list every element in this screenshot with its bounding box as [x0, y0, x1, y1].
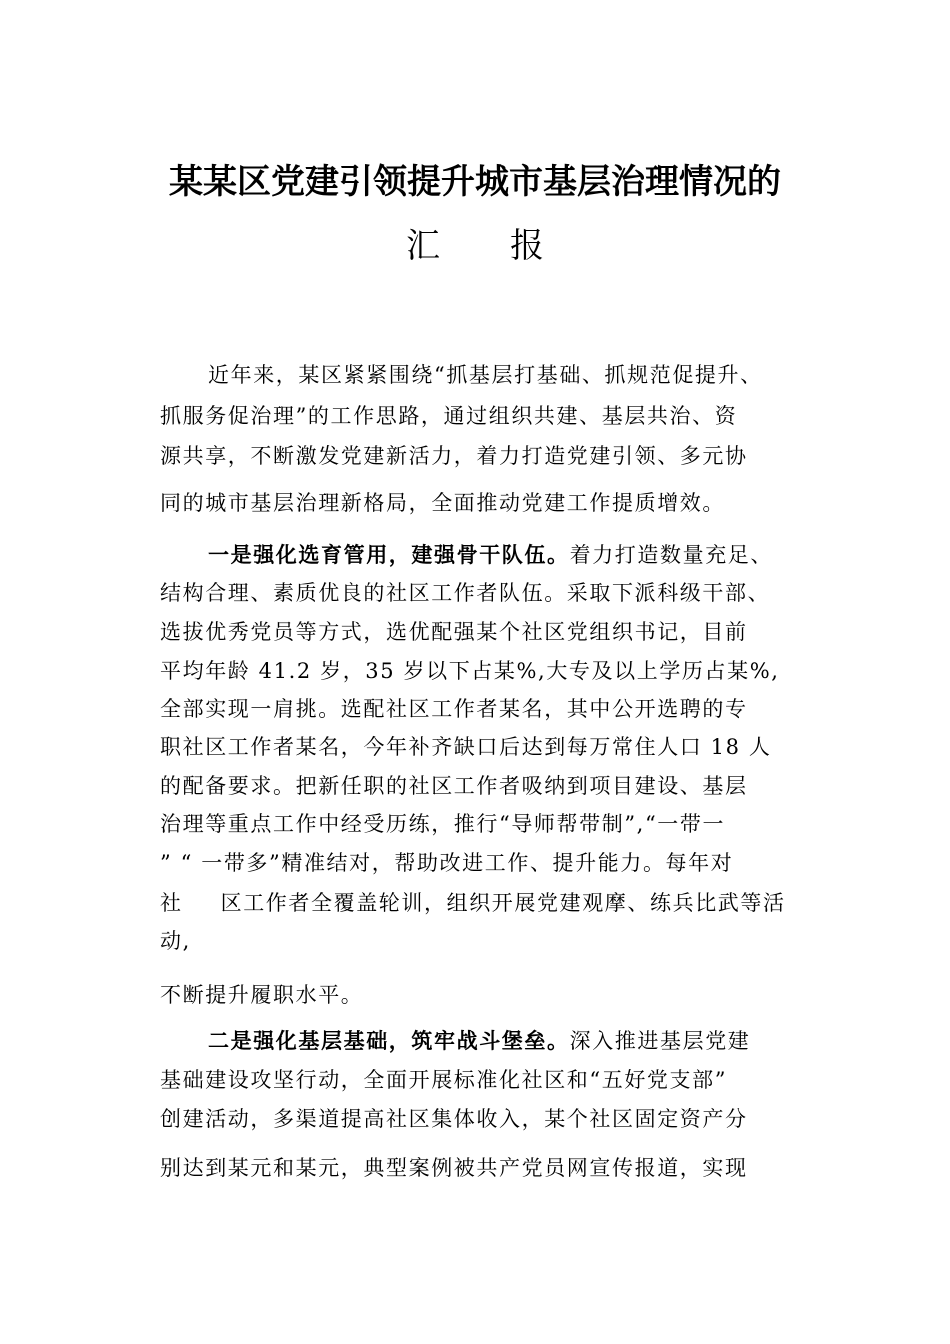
paragraph-1-line: 抓服务促治理”的工作思路，通过组织共建、基层共治、资	[160, 404, 738, 428]
paragraph-2-line: ” “ 一带多”精准结对，帮助改进工作、提升能力。每年对	[160, 851, 734, 875]
paragraph-3-line: 别达到某元和某元，典型案例被共产党员网宣传报道，实现	[160, 1156, 748, 1180]
title-char-hui: 汇	[406, 226, 440, 266]
paragraph-3-heading: 二是强化基层基础，筑牢战斗堡垒。	[208, 1028, 570, 1053]
paragraph-2-line-9-rest: 区工作者全覆盖轮训，组织开展党建观摩、练兵比武等活	[220, 891, 786, 915]
paragraph-3-first-line	[208, 1026, 840, 1056]
paragraph-2-line: 的配备要求。把新任职的社区工作者吸纳到项目建设、基层	[160, 774, 748, 798]
paragraph-2-line	[160, 888, 840, 918]
document-title-line-2	[0, 222, 950, 270]
paragraph-3-line: 基础建设攻坚行动，全面开展标准化社区和“五好党支部”	[160, 1068, 728, 1092]
paragraph-3-first-rest: 深入推进基层党建	[569, 1029, 751, 1053]
paragraph-2-line: 选拔优秀党员等方式，选优配强某个社区党组织书记，目前	[160, 620, 748, 644]
paragraph-1-line: 源共享，不断激发党建新活力，着力打造党建引领、多元协	[160, 444, 748, 468]
paragraph-2-line: 职社区工作者某名，今年补齐缺口后达到每万常住人口 18 人	[160, 735, 772, 759]
paragraph-2-line: 全部实现一肩挑。选配社区工作者某名，其中公开选聘的专	[160, 697, 748, 721]
paragraph-3-line: 创建活动，多渠道提高社区集体收入，某个社区固定资产分	[160, 1107, 748, 1131]
paragraph-2-line: 结构合理、素质优良的社区工作者队伍。采取下派科级干部、	[160, 581, 771, 605]
paragraph-2-line: 动,	[160, 929, 191, 953]
paragraph-1-line: 近年来，某区紧紧围绕“抓基层打基础、抓规范促提升、	[208, 363, 763, 387]
paragraph-2-line: 平均年龄 41.2 岁，35 岁以下占某%,大专及以上学历占某%,	[160, 659, 780, 683]
paragraph-2-first-line	[208, 540, 840, 570]
paragraph-1-line: 同的城市基层治理新格局，全面推动党建工作提质增效。	[160, 491, 725, 515]
paragraph-2-first-rest: 着力打造数量充足、	[569, 543, 774, 567]
title-char-bao: 报	[510, 226, 544, 266]
paragraph-2-line: 治理等重点工作中经受历练，推行“导师帮带制”,“一带一	[160, 812, 726, 836]
paragraph-2-line-9-start: 社	[160, 891, 183, 915]
document-title-line-1: 某某区党建引领提升城市基层治理情况的	[169, 162, 781, 202]
paragraph-2-line: 不断提升履职水平。	[160, 983, 364, 1007]
paragraph-2-heading: 一是强化选育管用，建强骨干队伍。	[208, 542, 570, 567]
